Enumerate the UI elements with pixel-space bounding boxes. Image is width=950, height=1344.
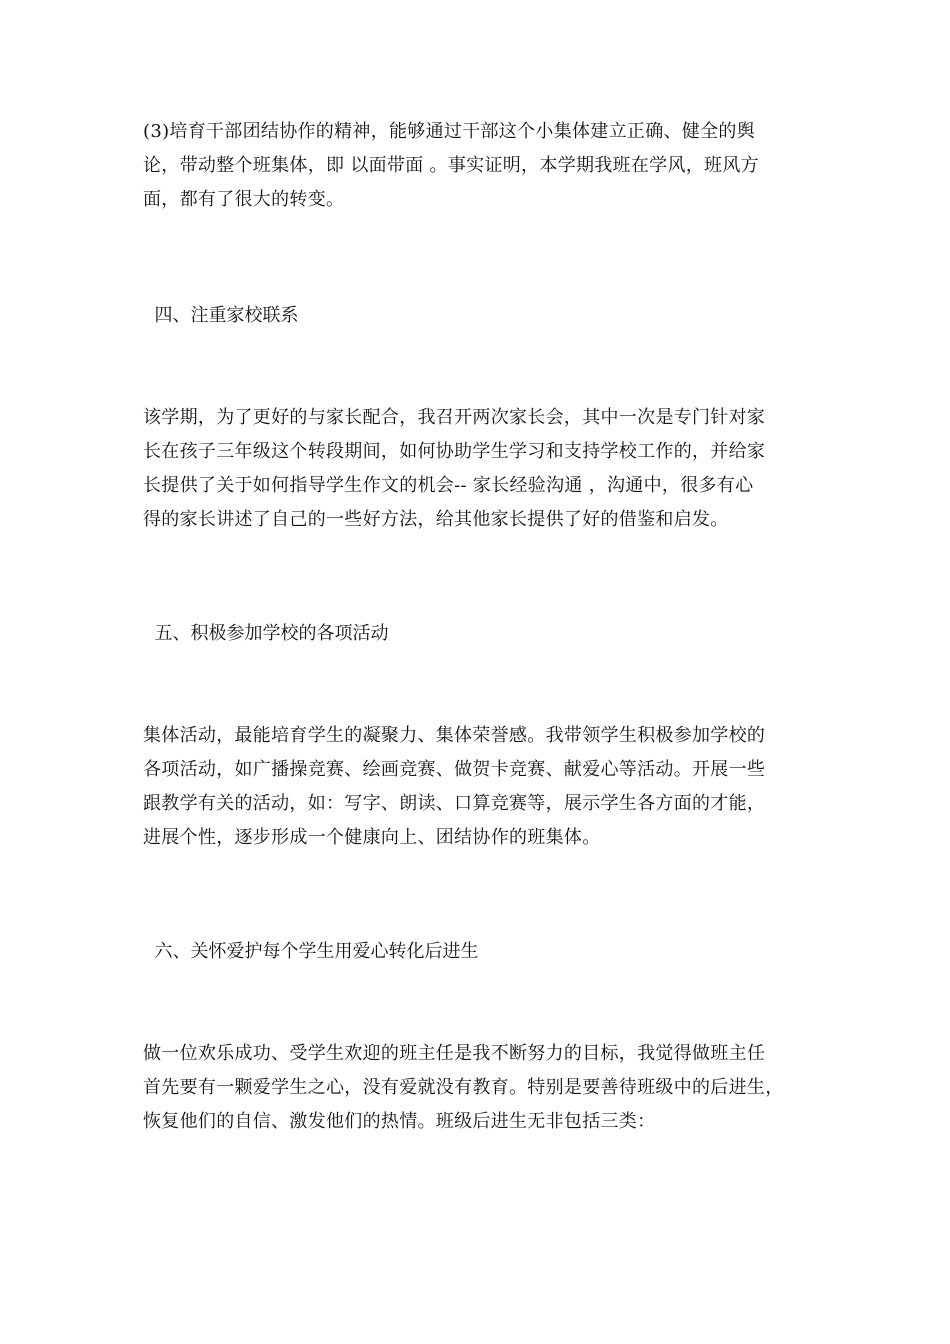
text-line: 各项活动，如广播操竞赛、绘画竞赛、做贺卡竞赛、献爱心等活动。开展一些 bbox=[143, 759, 766, 780]
text-line: 集体活动，最能培育学生的凝聚力、集体荣誉感。我带领学生积极参加学校的 bbox=[143, 725, 766, 746]
section-heading-care-students: 六、关怀爱护每个学生用爱心转化后进生 bbox=[143, 941, 479, 962]
text-line: 首先要有一颗爱学生之心，没有爱就没有教育。特别是要善待班级中的后进生， bbox=[143, 1077, 784, 1098]
text-line: 面，都有了很大的转变。 bbox=[143, 189, 345, 210]
text-line: 跟教学有关的活动，如：写字、朗读、口算竞赛等，展示学生各方面的才能， bbox=[143, 793, 766, 814]
text-line: 长提供了关于如何指导学生作文的机会-- 家长经验沟通 ，沟通中，很多有心 bbox=[143, 475, 754, 496]
text-line: 论，带动整个班集体，即 以面带面 。事实证明，本学期我班在学风，班风方 bbox=[143, 155, 759, 176]
text-line: 进展个性，逐步形成一个健康向上、团结协作的班集体。 bbox=[143, 827, 601, 848]
paragraph-cadre-cooperation bbox=[143, 115, 813, 217]
paragraph-head-teacher-goal bbox=[143, 1037, 813, 1139]
text-line: 该学期，为了更好的与家长配合，我召开两次家长会，其中一次是专门针对家 bbox=[143, 407, 766, 428]
section-heading-school-activities: 五、积极参加学校的各项活动 bbox=[143, 623, 389, 644]
text-line: 得的家长讲述了自己的一些好方法，给其他家长提供了好的借鉴和启发。 bbox=[143, 509, 729, 530]
text-line: 长在孩子三年级这个转段期间，如何协助学生学习和支持学校工作的，并给家 bbox=[143, 441, 766, 462]
text-line: 做一位欢乐成功、受学生欢迎的班主任是我不断努力的目标，我觉得做班主任 bbox=[143, 1043, 766, 1064]
paragraph-collective-activities bbox=[143, 719, 813, 855]
paragraph-parent-meetings bbox=[143, 401, 813, 537]
section-heading-home-school: 四、注重家校联系 bbox=[143, 305, 299, 326]
text-line: 恢复他们的自信、激发他们的热情。班级后进生无非包括三类： bbox=[143, 1111, 656, 1132]
text-line: (3)培育干部团结协作的精神，能够通过干部这个小集体建立正确、健全的舆 bbox=[143, 121, 755, 142]
